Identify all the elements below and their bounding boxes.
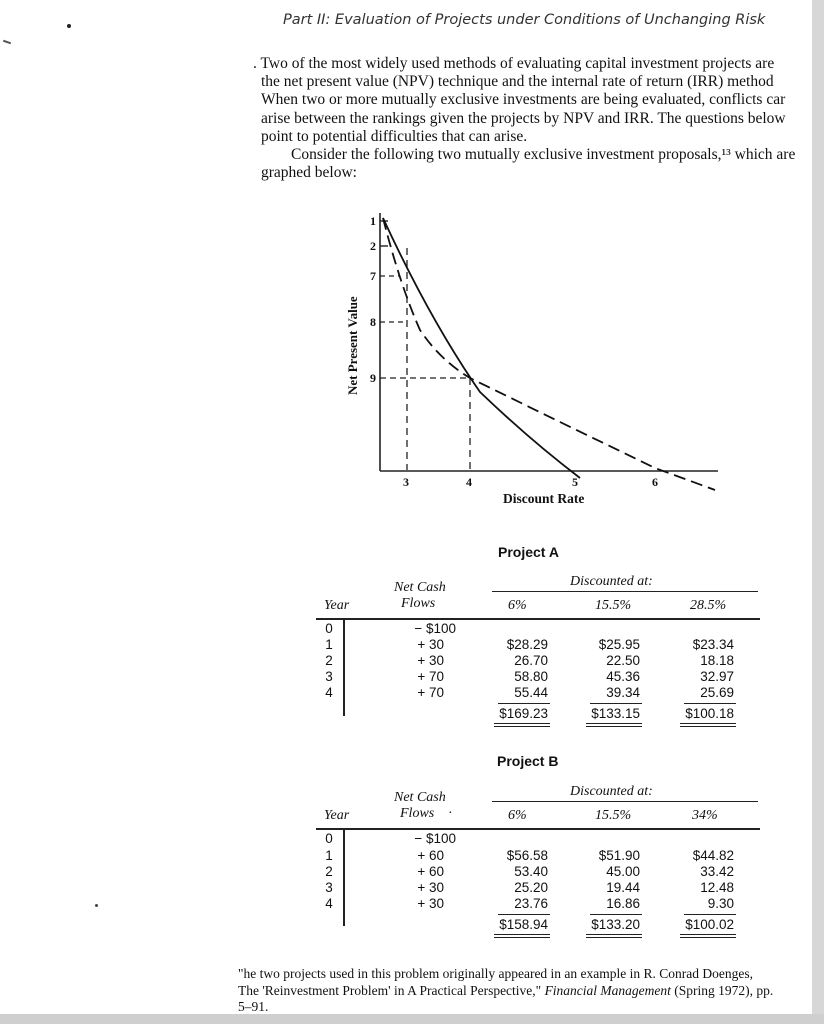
project-a-col1-sum-rule bbox=[498, 703, 550, 704]
footnote bbox=[238, 966, 806, 1016]
project-b-year-divider bbox=[343, 828, 345, 926]
project-b-year: 2 bbox=[325, 864, 333, 879]
project-b-discounted-at: Discounted at: bbox=[570, 784, 653, 799]
project-a-col1-value: 26.70 bbox=[514, 653, 548, 668]
project-b-discount-rule bbox=[492, 801, 758, 802]
x-axis-title: Discount Rate bbox=[503, 491, 585, 506]
project-b-col2-total: $133.20 bbox=[591, 917, 640, 932]
footnote-citation: The 'Reinvestment Problem' in A Practical Perspective," bbox=[238, 982, 542, 998]
project-a-col2-sum-rule bbox=[590, 703, 642, 704]
project-b-flow: + 30 bbox=[417, 896, 444, 911]
x-tick-label-3: 3 bbox=[403, 475, 409, 489]
project-b-year: 4 bbox=[325, 896, 333, 911]
project-b-col2-value: $51.90 bbox=[598, 848, 640, 863]
project-b-col2-double-rule bbox=[586, 934, 642, 935]
lead-mark: . bbox=[253, 55, 257, 72]
project-a-year: 1 bbox=[325, 637, 333, 652]
project-b-flows-mark: · bbox=[448, 806, 453, 821]
x-tick-label-5: 5 bbox=[572, 475, 578, 489]
project-a-col1-double-rule bbox=[494, 723, 550, 724]
project-a-col2-value: $25.95 bbox=[598, 637, 640, 652]
project-b-year: 1 bbox=[325, 848, 333, 863]
npv-graph bbox=[330, 200, 730, 520]
project-b-col3-value: 12.48 bbox=[700, 880, 734, 895]
project-a-flows-header-1: Net Cash bbox=[394, 580, 446, 595]
project-a-header-rule bbox=[316, 618, 760, 620]
y-tick-label-8: 8 bbox=[370, 315, 376, 329]
project-a-col3-double-rule bbox=[680, 723, 736, 724]
project-b-flow: − $100 bbox=[414, 831, 456, 846]
project-a-rate-1: 6% bbox=[508, 598, 527, 613]
project-a-flow: + 30 bbox=[417, 653, 444, 668]
project-b-rate-3: 34% bbox=[692, 808, 718, 823]
project-a-col1-value: 55.44 bbox=[514, 685, 548, 700]
project-a-flow: + 70 bbox=[417, 685, 444, 700]
p1-line-4: arise between the rankings given the projects by NPV and IRR. The questions below bbox=[261, 109, 786, 127]
project-b-year-header: Year bbox=[324, 808, 350, 823]
project-b-year: 3 bbox=[325, 880, 333, 895]
project-a-flow: − $100 bbox=[414, 621, 456, 636]
project-b-col1-value: 53.40 bbox=[514, 864, 548, 879]
project-a-rate-3: 28.5% bbox=[690, 598, 727, 613]
intro-paragraph-2 bbox=[261, 146, 809, 182]
project-b-flow: + 60 bbox=[417, 848, 444, 863]
project-b-col3-value: 9.30 bbox=[707, 896, 734, 911]
project-b-col3-value: $44.82 bbox=[692, 848, 734, 863]
p2-line-1: Consider the following two mutually exclusive investment proposals,¹³ which are bbox=[291, 146, 796, 164]
project-a-flow: + 30 bbox=[417, 637, 444, 652]
project-b-title: Project B bbox=[497, 753, 559, 769]
project-b-header-rule bbox=[316, 828, 760, 830]
project-b-col2-value: 19.44 bbox=[606, 880, 640, 895]
project-b-col1-total: $158.94 bbox=[499, 917, 548, 932]
project-a-col2-value: 22.50 bbox=[606, 653, 640, 668]
project-b-rate-1: 6% bbox=[508, 808, 527, 823]
project-a-col2-value: 45.36 bbox=[606, 669, 640, 684]
p1-line-5: point to potential difficulties that can arise. bbox=[261, 127, 528, 145]
project-a-col3-total: $100.18 bbox=[685, 706, 734, 721]
project-a-col1-total: $169.23 bbox=[499, 706, 548, 721]
x-tick-label-4: 4 bbox=[466, 475, 472, 489]
project-a-col3-value: 18.18 bbox=[700, 653, 734, 668]
project-a-year-header: Year bbox=[324, 598, 350, 613]
project-a-year: 2 bbox=[325, 653, 333, 668]
project-a-col3-value: 25.69 bbox=[700, 685, 734, 700]
project-a-col2-value: 39.34 bbox=[606, 685, 640, 700]
y-tick-label-2: 2 bbox=[370, 239, 376, 253]
project-b-col2-double-rule bbox=[586, 937, 642, 938]
project-b-col3-total: $100.02 bbox=[685, 917, 734, 932]
project-b-col2-value: 16.86 bbox=[606, 896, 640, 911]
intro-text bbox=[253, 55, 809, 182]
project-a-year: 0 bbox=[325, 621, 333, 636]
project-b-col1-double-rule bbox=[494, 937, 550, 938]
project-b-col1-value: 25.20 bbox=[514, 880, 548, 895]
project-a-col1-value: $28.29 bbox=[506, 637, 548, 652]
project-b-col3-double-rule bbox=[680, 934, 736, 935]
project-a-col2-total: $133.15 bbox=[591, 706, 640, 721]
project-b-year: 0 bbox=[325, 831, 333, 846]
margin-dot bbox=[67, 24, 71, 28]
footnote-line-3: 5–91. bbox=[238, 999, 269, 1014]
x-tick-label-6: 6 bbox=[652, 475, 658, 489]
p1-line-2: the net present value (NPV) technique and the internal rate of return (IRR) method bbox=[261, 73, 774, 91]
project-a-rate-2: 15.5% bbox=[595, 598, 632, 613]
project-b-npv-curve bbox=[383, 218, 715, 490]
project-b-col1-value: 23.76 bbox=[514, 896, 548, 911]
project-a-discounted-at: Discounted at: bbox=[570, 574, 653, 589]
project-a-title: Project A bbox=[498, 544, 559, 560]
page-edge-bottom bbox=[0, 1014, 824, 1024]
page-edge-right bbox=[812, 0, 824, 1024]
footnote-line-1: "he two projects used in this problem originally appeared in an example in R. Conrad Doenges, bbox=[238, 966, 754, 981]
project-a-col2-double-rule bbox=[586, 723, 642, 724]
p1-line-1: Two of the most widely used methods of evaluating capital investment projects are bbox=[260, 55, 775, 72]
project-a-year: 4 bbox=[325, 685, 333, 700]
intro-paragraph-1 bbox=[253, 55, 809, 146]
y-tick-label-7: 7 bbox=[370, 269, 376, 283]
project-a-col3-double-rule bbox=[680, 726, 736, 727]
footnote-date: (Spring 1972), pp. bbox=[674, 982, 774, 998]
p1-line-3: When two or more mutually exclusive investments are being evaluated, conflicts car bbox=[261, 91, 786, 109]
project-a-col3-sum-rule bbox=[684, 703, 736, 704]
project-b-col3-value: 33.42 bbox=[700, 864, 734, 879]
project-a-col1-value: 58.80 bbox=[514, 669, 548, 684]
margin-dot-lower bbox=[95, 904, 98, 907]
project-b-flows-header-2: Flows bbox=[400, 806, 435, 821]
p2-line-2: graphed below: bbox=[261, 164, 357, 182]
footnote-journal: Financial Management bbox=[544, 982, 671, 998]
project-b-col1-sum-rule bbox=[498, 914, 550, 915]
project-b-col2-value: 45.00 bbox=[606, 864, 640, 879]
project-a-flows-header-2: Flows bbox=[401, 596, 436, 611]
project-b-col1-value: $56.58 bbox=[506, 848, 548, 863]
project-b-flow: + 30 bbox=[417, 880, 444, 895]
project-a-col3-value: 32.97 bbox=[700, 669, 734, 684]
corner-mark bbox=[3, 40, 11, 45]
project-a-npv-curve bbox=[383, 218, 580, 478]
project-a-discount-rule bbox=[492, 591, 758, 592]
project-b-col3-sum-rule bbox=[684, 914, 736, 915]
running-header: Part II: Evaluation of Projects under Conditions of Unchanging Risk bbox=[283, 12, 766, 28]
project-b-flow: + 60 bbox=[417, 864, 444, 879]
project-b-col2-sum-rule bbox=[590, 914, 642, 915]
project-a-year-divider bbox=[343, 618, 345, 716]
project-b-col1-double-rule bbox=[494, 934, 550, 935]
footnote-line-2 bbox=[238, 983, 806, 1000]
project-a-flow: + 70 bbox=[417, 669, 444, 684]
y-tick-label-9: 9 bbox=[370, 371, 376, 385]
project-a-col1-double-rule bbox=[494, 726, 550, 727]
project-a-year: 3 bbox=[325, 669, 333, 684]
project-b-col3-double-rule bbox=[680, 937, 736, 938]
project-a-col2-double-rule bbox=[586, 726, 642, 727]
y-axis-title: Net Present Value bbox=[345, 296, 360, 395]
y-tick-label-1: 1 bbox=[370, 214, 376, 228]
project-a-col3-value: $23.34 bbox=[692, 637, 734, 652]
project-b-rate-2: 15.5% bbox=[595, 808, 632, 823]
project-b-flows-header-1: Net Cash bbox=[394, 790, 446, 805]
